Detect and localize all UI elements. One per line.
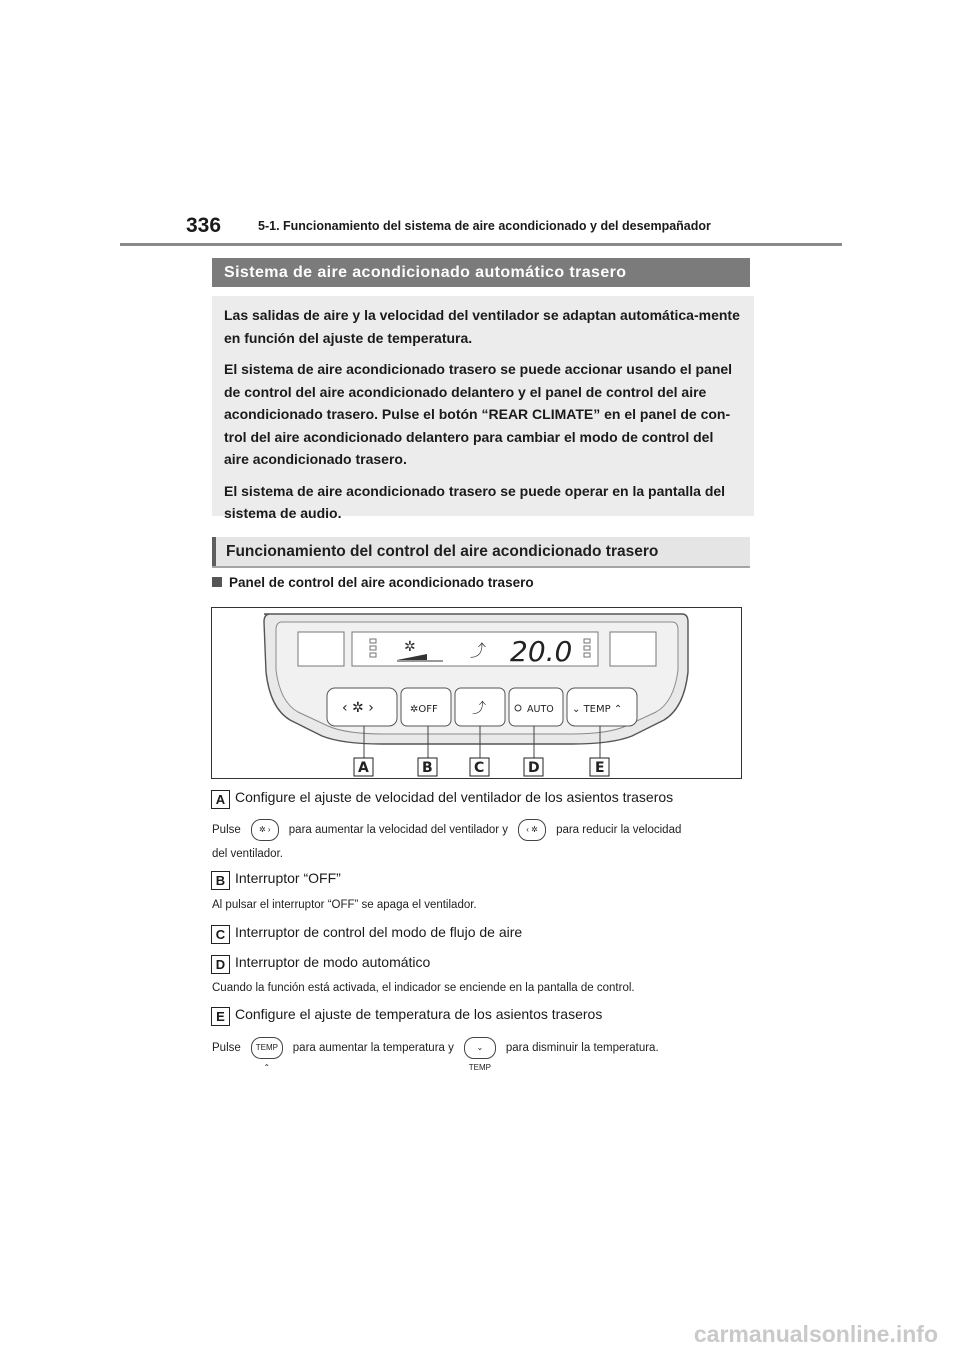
item-a-text: Configure el ajuste de velocidad del ventilador de los asientos traseros (235, 789, 674, 805)
item-c-text: Interruptor de control del modo de flujo de aire (235, 924, 523, 940)
temp-down-key-icon: ⌄ TEMP (464, 1037, 496, 1059)
badge-b: B (211, 871, 230, 890)
chapter-title: 5-1. Funcionamiento del sistema de aire acondicionado y del desempañador (258, 219, 711, 233)
subheading-control-panel (212, 575, 534, 590)
page-number: 336 (186, 214, 222, 237)
item-b-text: Interruptor “OFF” (235, 870, 341, 886)
badge-e: E (211, 1007, 230, 1026)
badge-d: D (211, 955, 230, 974)
svg-text:‹ ✲ ›: ‹ ✲ › (342, 700, 374, 716)
section-title-rear-auto-ac: Sistema de aire acondicionado automático trasero (212, 258, 750, 287)
intro-paragraph-2: El sistema de aire acondicionado trasero se puede accionar usando el panel de control del aire acondicionado delantero y el panel de control del aire acondicionado trasero. Pulse el botón “REAR CLIMATE” en el panel de con-trol del aire acondicionado delantero para cambiar el modo de control del aire acondicionado trasero. (224, 361, 733, 467)
svg-text:C: C (474, 760, 485, 776)
svg-text:⤴: ⤴ (472, 701, 486, 717)
note-d: Cuando la función está activada, el indicador se enciende en la pantalla de control. (212, 982, 635, 994)
intro-box (212, 296, 754, 521)
square-bullet-icon (212, 577, 222, 587)
note-e-pulse: Pulse (212, 1042, 241, 1054)
svg-text:E: E (595, 760, 605, 776)
subheading-text: Panel de control del aire acondicionado trasero (229, 575, 534, 590)
header-divider (120, 243, 842, 246)
section-title-rear-ac-operation: Funcionamiento del control del aire acondicionado trasero (212, 537, 750, 566)
intro-paragraph-1: Las salidas de aire y la velocidad del ventilador se adaptan automática-mente en función del ajuste de temperatura. (224, 307, 740, 346)
item-d-text: Interruptor de modo automático (235, 954, 431, 970)
item-e-text: Configure el ajuste de temperatura de los asientos traseros (235, 1006, 603, 1022)
note-a-end2: del ventilador. (212, 848, 283, 860)
intro-paragraph-3: El sistema de aire acondicionado trasero se puede operar en la pantalla del sistema de audio. (224, 482, 726, 521)
watermark: carmanualsonline.info (693, 1321, 938, 1347)
item-c (211, 924, 522, 944)
note-a (212, 818, 752, 866)
svg-text:✲OFF: ✲OFF (410, 704, 438, 715)
note-a-mid: para aumentar la velocidad del ventilador y (288, 824, 509, 836)
svg-text:A: A (358, 760, 369, 776)
panel-illustration (212, 608, 741, 778)
note-e-end: para disminuir la temperatura. (505, 1042, 659, 1054)
item-e (211, 1006, 602, 1026)
item-d (211, 954, 430, 974)
note-a-pulse: Pulse (212, 824, 241, 836)
airflow-display-icon: ⤴ (470, 641, 487, 660)
badge-c: C (211, 925, 230, 944)
note-e-mid: para aumentar la temperatura y (292, 1042, 454, 1054)
svg-text:⌄ TEMP ⌃: ⌄ TEMP ⌃ (572, 704, 623, 715)
temperature-display: 20.0 (510, 635, 573, 668)
temp-up-key-icon: TEMP ⌃ (251, 1037, 283, 1059)
svg-text:D: D (528, 760, 540, 776)
rear-ac-panel-figure (211, 607, 742, 779)
fan-display-icon: ✲ (404, 639, 416, 655)
note-a-end: para reducir la velocidad (556, 824, 682, 836)
fan-up-key-icon: ✲ › (251, 819, 279, 841)
item-a (211, 789, 673, 809)
fan-down-key-icon: ‹ ✲ (518, 819, 546, 841)
note-b: Al pulsar el interruptor “OFF” se apaga el ventilador. (212, 899, 477, 911)
section-underline (212, 566, 750, 568)
item-b (211, 870, 341, 890)
badge-a: A (211, 790, 230, 809)
svg-text:B: B (422, 760, 433, 776)
svg-text:AUTO: AUTO (527, 704, 554, 715)
note-e (212, 1036, 659, 1072)
